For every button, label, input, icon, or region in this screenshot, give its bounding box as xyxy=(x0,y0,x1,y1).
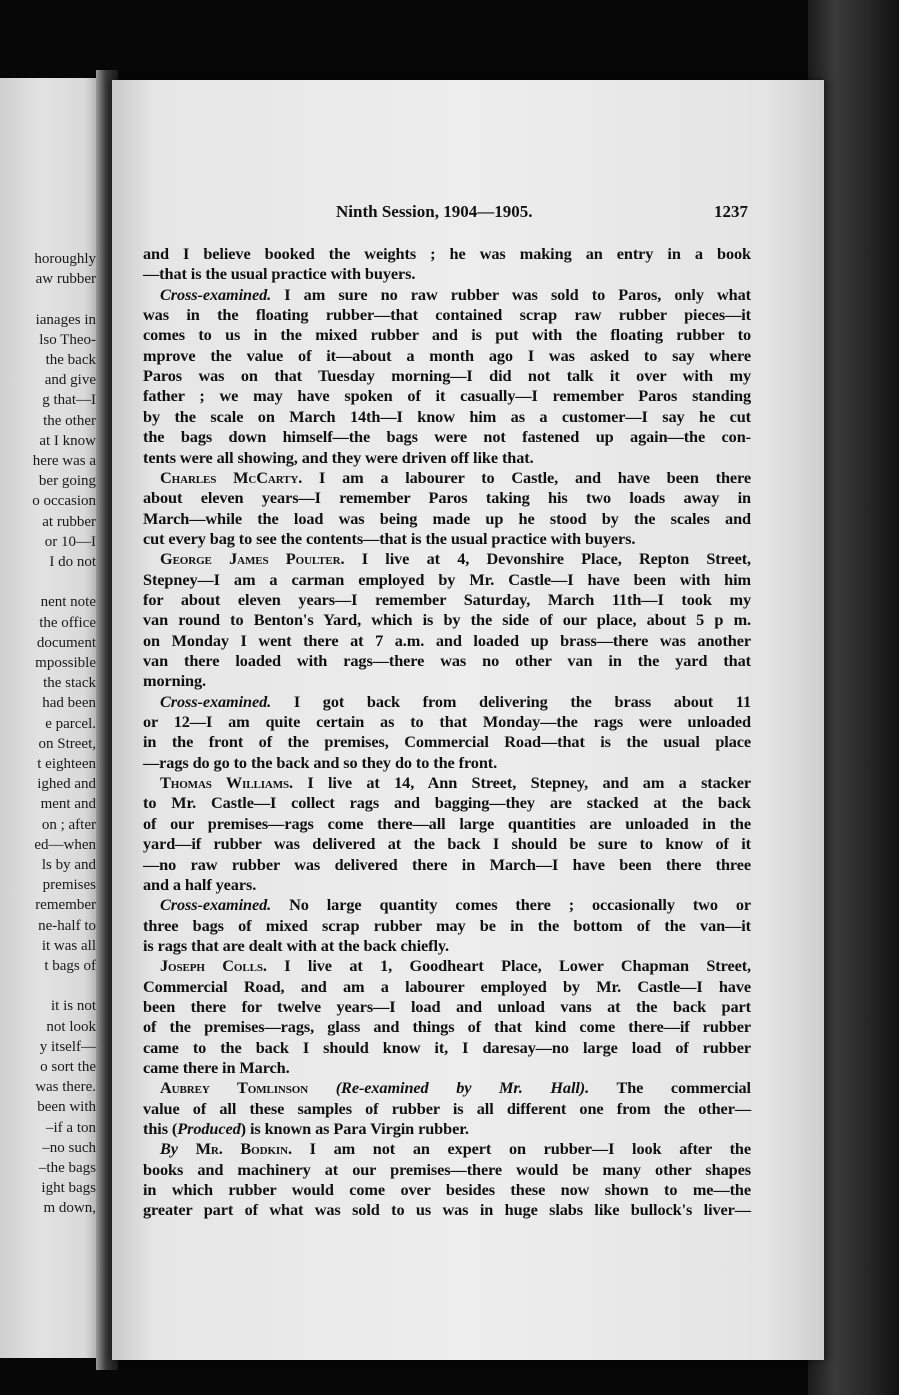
left-page-line: o sort the xyxy=(40,1059,96,1075)
text-line xyxy=(143,671,751,691)
line-text: of our premises—rags come there—all large quantities are unloaded in the xyxy=(143,813,751,833)
line-text: and I believe booked the weights ; he was making an entry in a book xyxy=(143,244,751,263)
text-line xyxy=(143,448,751,468)
text-line xyxy=(143,1058,751,1078)
text-line xyxy=(143,509,751,529)
left-page-line: the stack xyxy=(43,675,96,692)
text-line xyxy=(143,427,751,447)
re-examined-label: (Re-examined by Mr. Hall). xyxy=(335,1078,590,1098)
text-line xyxy=(143,732,751,752)
line-text: in which rubber would come over besides these now shown to me—the xyxy=(143,1180,751,1200)
left-page-line: nent note xyxy=(40,594,96,611)
counsel-name: Mr. Bodkin. xyxy=(195,1139,292,1159)
running-title: Ninth Session, 1904—1905. xyxy=(336,202,533,221)
line-text: —that is the usual practice with buyers. xyxy=(143,264,416,284)
left-page-line: m down, xyxy=(43,1200,96,1217)
line-text: van round to Benton's Yard, which is by the side of our place, about 5 p m. xyxy=(143,610,751,630)
line-text: for about eleven years—I remember Saturday, March 11th—I took my xyxy=(143,589,751,609)
left-page-line: ed—when xyxy=(34,836,96,853)
line-text: of the premises—rags, glass and things of that kind come there—if rubber xyxy=(143,1017,751,1037)
witness-name: Aubrey Tomlinson xyxy=(160,1078,309,1098)
witness-name: Thomas Williams. xyxy=(160,773,294,793)
line-text: comes to us in the mixed rubber and is put with the floating rubber to xyxy=(143,325,751,345)
left-page-line: y itself— xyxy=(39,1038,96,1055)
left-page-line: at rubber xyxy=(42,513,96,530)
left-page-line: aw rubber xyxy=(35,271,96,288)
left-page-line: ber going xyxy=(38,473,96,490)
line-text: ) is known as Para Virgin rubber. xyxy=(240,1119,469,1139)
left-page-line: on Street, xyxy=(38,735,96,752)
left-page-line: –the bags xyxy=(38,1160,96,1176)
left-page-line: been with xyxy=(37,1099,96,1116)
line-text: the bags down himself—the bags were not fastened up again—the con- xyxy=(143,427,751,447)
text-line xyxy=(143,814,751,834)
left-page-line: on ; after xyxy=(41,816,96,833)
left-page-line: o occasion xyxy=(32,493,96,510)
text-line xyxy=(143,244,751,264)
cross-examined-label: Cross-examined. xyxy=(160,895,272,915)
left-page-line: ianages in xyxy=(35,311,96,328)
left-page-line: –if a ton xyxy=(46,1119,96,1136)
line-text: I live at 1, Goodheart Place, Lower Chapman Street, xyxy=(284,956,751,976)
line-text: greater part of what was sold to us was in huge slabs like bullock's liver— xyxy=(143,1200,751,1220)
left-page-line: the office xyxy=(39,614,96,631)
by-label: By xyxy=(160,1139,178,1159)
line-text: father ; we may have spoken of it casually—I remember Paros standing xyxy=(143,386,751,406)
paragraph-start-line xyxy=(160,549,751,569)
text-line xyxy=(143,1180,751,1200)
text-line xyxy=(143,529,751,549)
line-text: I live at 14, Ann Street, Stepney, and am a stacker xyxy=(307,773,752,793)
line-text: I am sure no raw rubber was sold to Paros, only what xyxy=(284,284,751,304)
left-page-line: I do not xyxy=(49,554,96,570)
text-line xyxy=(143,916,751,936)
text-line xyxy=(143,1038,751,1058)
text-line xyxy=(143,651,751,671)
paragraph-start-line xyxy=(160,1139,751,1159)
line-text: came to the back I should know it, I daresay—no large load of rubber xyxy=(143,1037,751,1057)
left-page-line: it is not xyxy=(50,998,96,1015)
text-line xyxy=(143,366,751,386)
text-line xyxy=(143,386,751,406)
witness-name: Charles McCarty. xyxy=(160,467,303,487)
line-text: I live at 4, Devonshire Place, Repton Street, xyxy=(361,549,751,569)
line-text: cut every bag to see the contents—that is the usual practice with buyers. xyxy=(143,528,636,548)
paragraph-start-line xyxy=(160,1078,751,1098)
line-text: and a half years. xyxy=(143,874,257,894)
line-text: —rags do go to the back and so they do to the front. xyxy=(143,752,498,772)
line-text: in the front of the premises, Commercial Road—that is the usual place xyxy=(143,732,751,752)
text-line xyxy=(143,631,751,651)
line-text: Paros was on that Tuesday morning—I did not talk it over with my xyxy=(143,366,751,386)
text-line xyxy=(143,570,751,590)
witness-name: George James Poulter. xyxy=(160,549,345,569)
left-page-line: premises xyxy=(42,877,96,894)
line-text: came there in March. xyxy=(143,1058,290,1077)
witness-name: Joseph Colls. xyxy=(160,956,267,976)
line-text: van there loaded with rags—there was no other van in the yard that xyxy=(143,651,751,670)
text-line xyxy=(143,793,751,813)
left-page-line: not look xyxy=(46,1018,96,1035)
left-page-line: the back xyxy=(45,352,96,368)
left-page-line: ight bags xyxy=(41,1180,96,1197)
left-page-line: e parcel. xyxy=(45,715,96,732)
paragraph-start-line xyxy=(160,285,751,305)
line-text: mprove the value of it—about a month ago I was asked to say where xyxy=(143,345,751,365)
text-line xyxy=(143,346,751,366)
line-text: is rags that are dealt with at the back chiefly. xyxy=(143,935,450,955)
text-line xyxy=(143,590,751,610)
paragraph-start-line xyxy=(160,692,751,712)
line-text: The commercial xyxy=(616,1078,751,1098)
left-page-line: horoughly xyxy=(34,251,96,267)
line-text: books and machinery at our premises—there would be many other shapes xyxy=(143,1159,751,1179)
line-text: on Monday I went there at 7 a.m. and loaded up brass—there was another xyxy=(143,630,751,650)
line-text: to Mr. Castle—I collect rags and bagging—they are stacked at the back xyxy=(143,793,751,813)
left-page-line: was there. xyxy=(35,1079,96,1096)
text-line xyxy=(143,1017,751,1037)
left-page-line: document xyxy=(36,634,96,651)
line-text: Stepney—I am a carman employed by Mr. Castle—I have been with him xyxy=(143,569,751,589)
text-line xyxy=(143,305,751,325)
line-text: by the scale on March 14th—I know him as a customer—I say he cut xyxy=(143,406,751,426)
line-text: I am not an expert on rubber—I look after the xyxy=(309,1139,751,1159)
line-text: three bags of mixed scrap rubber may be in the bottom of the van—it xyxy=(143,915,751,935)
cross-examined-label: Cross-examined. xyxy=(160,284,272,304)
text-line xyxy=(143,407,751,427)
text-line xyxy=(143,1200,751,1220)
text-line xyxy=(143,936,751,956)
left-page-line: lso Theo- xyxy=(39,331,96,348)
left-page-line: g that—I xyxy=(42,392,96,409)
line-text: I got back from delivering the brass about 11 xyxy=(293,691,751,711)
left-page-line: and give xyxy=(44,372,96,389)
paragraph-start-line xyxy=(160,956,751,976)
left-page-line: remember xyxy=(35,897,96,914)
text-line xyxy=(143,834,751,854)
text-line xyxy=(143,1160,751,1180)
left-page-line: ls by and xyxy=(41,857,96,873)
text-line xyxy=(143,712,751,732)
line-text: yard—if rubber was delivered at the back I should be sure to know of it xyxy=(143,834,751,854)
left-page-line: it was all xyxy=(41,937,96,954)
line-text: Commercial Road, and am a labourer employed by Mr. Castle—I have xyxy=(143,976,751,996)
text-line xyxy=(143,264,751,284)
text-line xyxy=(143,488,751,508)
line-text: was in the floating rubber—that contained scrap raw rubber pieces—it xyxy=(143,305,751,325)
paragraph-start-line xyxy=(160,468,751,488)
text-line xyxy=(143,610,751,630)
text-line xyxy=(143,875,751,895)
left-page-line: had been xyxy=(42,695,96,712)
paragraph-start-line xyxy=(160,895,751,915)
line-text: March—while the load was being made up he stood by the scales and xyxy=(143,508,751,528)
line-text: about eleven years—I remember Paros taking his two loads away in xyxy=(143,488,751,508)
line-text: or 12—I am quite certain as to that Monday—the rags were unloaded xyxy=(143,712,751,732)
left-page-line: –no such xyxy=(42,1139,96,1156)
text-line xyxy=(143,1119,751,1139)
left-page-line: ment and xyxy=(40,796,96,813)
left-page-line: or 10—I xyxy=(44,533,96,550)
text-line xyxy=(143,855,751,875)
text-line xyxy=(143,977,751,997)
text-line xyxy=(143,997,751,1017)
left-page-line: here was a xyxy=(32,453,96,469)
left-page-line: mpossible xyxy=(35,655,96,671)
left-page-line: the other xyxy=(43,412,96,429)
text-line xyxy=(143,753,751,773)
line-text: No large quantity comes there ; occasionally two or xyxy=(289,895,751,915)
line-text: I am a labourer to Castle, and have been there xyxy=(319,467,751,487)
line-text: morning. xyxy=(143,671,206,691)
line-text: tents were all showing, and they were driven off like that. xyxy=(143,447,534,467)
left-page-line: ighed and xyxy=(37,776,96,793)
left-page-line: t bags of xyxy=(44,958,96,974)
page-number: 1237 xyxy=(714,202,748,221)
cross-examined-label: Cross-examined. xyxy=(160,691,272,711)
left-page-line: at I know xyxy=(39,432,96,449)
produced-label: Produced xyxy=(177,1119,241,1139)
text-line xyxy=(143,1099,751,1119)
text-line xyxy=(143,325,751,345)
line-text: value of all these samples of rubber is all different one from the other— xyxy=(143,1098,751,1118)
line-text: been there for twelve years—I load and unload vans at the back part xyxy=(143,996,751,1016)
left-page-line: t eighteen xyxy=(37,756,96,772)
line-text: this ( xyxy=(143,1119,178,1139)
paragraph-start-line xyxy=(160,773,751,793)
line-text: —no raw rubber was delivered there in March—I have been there three xyxy=(143,854,751,874)
left-page-line: ne-half to xyxy=(38,917,96,934)
